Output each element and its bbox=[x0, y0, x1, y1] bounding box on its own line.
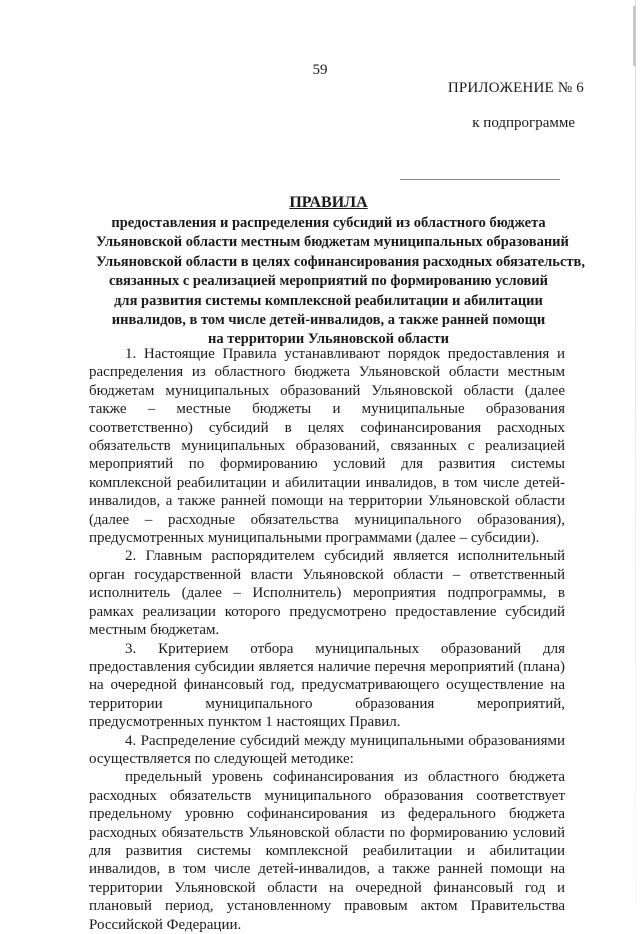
page-number: 59 bbox=[312, 62, 328, 78]
document-subtitle-line: связанных с реализацией мероприятий по формированию условий bbox=[108, 273, 549, 290]
title-block bbox=[96, 193, 585, 350]
document-subtitle-line: на территории Ульяновской области bbox=[207, 331, 450, 348]
document-subtitle-line: инвалидов, в том числе детей-инвалидов, а также ранней помощи bbox=[111, 312, 546, 329]
paragraph-4: 4. Распределение субсидий между муниципальными образованиями осуществляется по следующей методике: bbox=[89, 732, 565, 767]
page-edge bbox=[635, 0, 636, 905]
page-edge-shadow bbox=[633, 6, 636, 66]
paragraph-4-method: предельный уровень софинансирования из областного бюджета расходных обязательств муниципального образования соответствует предельному уровню софинансирования из федерального бюджета расходных обязательств Ульяновской области по формированию условий для развития системы комплексной реабилитации и абилитации инвалидов, в том числе детей-инвалидов, а также ранней помощи на территории Ульяновской области на очередной финансовый год и плановый период, установленному правовым актом Правительства Российской Федерации. bbox=[89, 769, 565, 933]
document-title: ПРАВИЛА bbox=[289, 194, 368, 211]
paragraph-2: 2. Главным распорядителем субсидий является исполнительный орган государственной власти Ульяновской области – ответственный исполнитель (далее – Исполнитель) мероприятия подпрограммы, в рамках реализации которого предусмотрено предоставление субсидий местным бюджетам. bbox=[89, 548, 565, 639]
document-subtitle-line: предоставления и распределения субсидий из областного бюджета bbox=[111, 215, 546, 231]
appendix-subtitle: к подпрограмме bbox=[472, 115, 575, 131]
document-body bbox=[89, 345, 565, 934]
appendix-label: ПРИЛОЖЕНИЕ № 6 bbox=[447, 80, 584, 96]
document-subtitle-line: Ульяновской области местным бюджетам муниципальных образований bbox=[96, 234, 569, 251]
paragraph-1: 1. Настоящие Правила устанавливают порядок предоставления и распределения из областного бюджета Ульяновской области местным бюджетам муниципальных образований Ульяновской области (далее также – местные бюджеты и муниципальные образования соответственно) субсидий в целях софинансирования расходных обязательств муниципальных образований, связанных с реализацией мероприятий по формированию условий для развития системы комплексной реабилитации и абилитации инвалидов, в том числе детей-инвалидов, а также ранней помощи на территории Ульяновской области (далее – расходные обязательства муниципального образования), предусмотренных муниципальными программами (далее – субсидии). bbox=[89, 346, 565, 547]
document-subtitle-line: Ульяновской области в целях софинансирования расходных обязательств, bbox=[96, 253, 585, 270]
paragraph-3: 3. Критерием отбора муниципальных образований для предоставления субсидии является наличие перечня мероприятий (плана) на очередной финансовый год, предусматривающего осуществление на территории муниципального образования мероприятий, предусмотренных пунктом 1 настоящих Правил. bbox=[89, 640, 565, 731]
signature-rule-line bbox=[400, 179, 560, 180]
document-subtitle-line: для развития системы комплексной реабилитации и абилитации bbox=[114, 292, 543, 309]
